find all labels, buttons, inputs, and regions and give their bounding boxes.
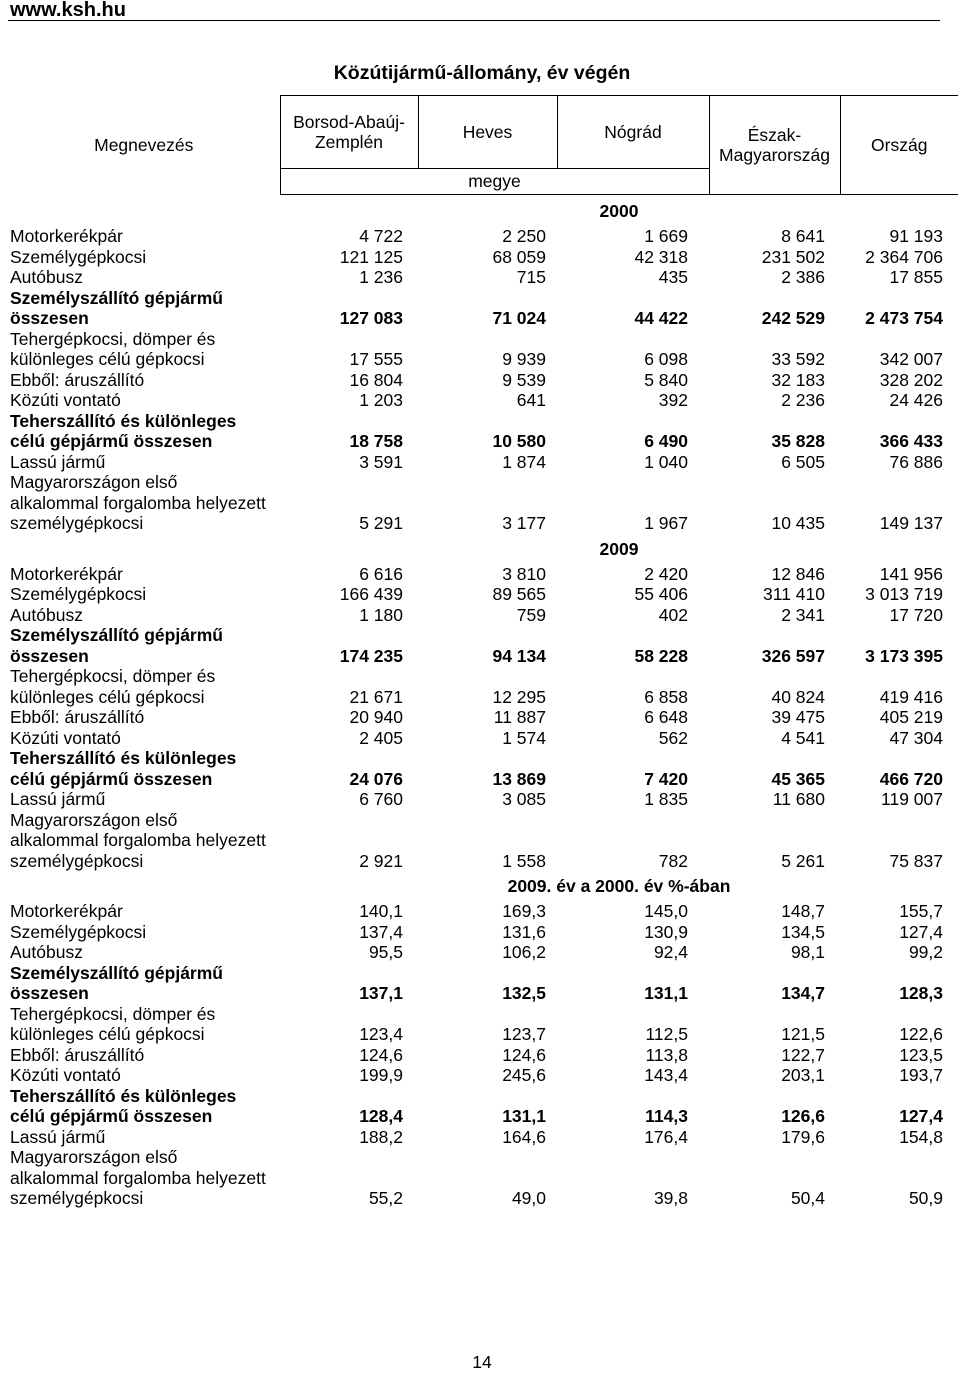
value-cell-borsod-abauj-zemplen: 127 083 <box>339 308 403 328</box>
value-cell-nograd: 39,8 <box>653 1188 688 1208</box>
row-label: Lassú jármű <box>10 1126 106 1147</box>
value-cell-nograd: 176,4 <box>644 1126 688 1147</box>
table-row <box>8 1127 958 1148</box>
value-cell-nograd: 562 <box>658 727 688 748</box>
value-cell-nograd: 402 <box>658 604 688 625</box>
value-cell-heves: 132,5 <box>502 983 546 1003</box>
value-cell-heves: 715 <box>516 267 546 287</box>
value-cell-nograd: 782 <box>658 850 688 871</box>
value-cell-eszak-magyarorszag: 98,1 <box>790 942 825 962</box>
header-county-heves: Heves <box>418 96 557 169</box>
value-cell-eszak-magyarorszag: 203,1 <box>781 1065 825 1085</box>
value-cell-borsod-abauj-zemplen: 1 180 <box>359 604 403 625</box>
value-cell-heves: 245,6 <box>502 1065 546 1085</box>
value-cell-heves: 71 024 <box>492 308 546 328</box>
value-cell-nograd: 435 <box>658 267 688 287</box>
value-cell-eszak-magyarorszag: 39 475 <box>771 707 825 727</box>
value-cell-nograd: 2 420 <box>644 563 688 584</box>
row-label: Tehergépkocsi, dömper és különleges célú gépkocsi <box>10 328 216 369</box>
row-label: Közúti vontató <box>10 390 121 410</box>
value-cell-borsod-abauj-zemplen: 6 760 <box>359 789 403 809</box>
header-county-nograd: Nógrád <box>557 96 709 169</box>
header-name-column: Megnevezés <box>94 134 194 155</box>
table-row <box>8 625 958 666</box>
site-url: www.ksh.hu <box>10 0 126 21</box>
value-cell-eszak-magyarorszag: 10 435 <box>771 513 825 533</box>
row-label: Tehergépkocsi, dömper és különleges célú gépkocsi <box>10 666 216 707</box>
row-label: Motorkerékpár <box>10 901 123 921</box>
value-cell-borsod-abauj-zemplen: 95,5 <box>368 942 403 962</box>
value-cell-nograd: 1 669 <box>644 226 688 246</box>
value-cell-borsod-abauj-zemplen: 18 758 <box>349 431 403 451</box>
value-cell-heves: 124,6 <box>502 1044 546 1065</box>
table-header <box>8 95 958 195</box>
value-cell-eszak-magyarorszag: 6 505 <box>781 451 825 472</box>
value-cell-eszak-magyarorszag: 33 592 <box>771 349 825 369</box>
value-cell-borsod-abauj-zemplen: 6 616 <box>359 563 403 584</box>
value-cell-nograd: 58 228 <box>634 645 688 666</box>
value-cell-eszak-magyarorszag: 2 386 <box>781 267 825 287</box>
value-cell-orszag: 17 720 <box>889 604 943 625</box>
value-cell-orszag: 149 137 <box>879 513 943 533</box>
value-cell-orszag: 2 364 706 <box>865 246 943 267</box>
value-cell-borsod-abauj-zemplen: 174 235 <box>339 645 403 666</box>
value-cell-eszak-magyarorszag: 242 529 <box>761 308 825 328</box>
table-body <box>8 196 958 1209</box>
row-label: Autóbusz <box>10 604 83 625</box>
value-cell-nograd: 1 967 <box>644 513 688 533</box>
table-row <box>8 452 958 473</box>
row-label: Ebből: áruszállító <box>10 707 145 727</box>
value-cell-heves: 89 565 <box>492 584 546 604</box>
value-cell-nograd: 1 040 <box>644 451 688 472</box>
value-cell-borsod-abauj-zemplen: 2 921 <box>359 850 403 871</box>
value-cell-borsod-abauj-zemplen: 166 439 <box>339 584 403 604</box>
header-country: Ország <box>840 96 958 195</box>
row-label: Magyarországon első alkalommal forgalomba helyezett személygépkocsi <box>10 809 266 871</box>
value-cell-eszak-magyarorszag: 11 680 <box>772 789 825 809</box>
table-row <box>8 1045 958 1066</box>
value-cell-heves: 106,2 <box>502 942 546 962</box>
value-cell-eszak-magyarorszag: 8 641 <box>781 226 825 246</box>
table-row <box>8 226 958 247</box>
value-cell-orszag: 466 720 <box>879 768 943 789</box>
row-label: Autóbusz <box>10 942 83 962</box>
table-row <box>8 390 958 411</box>
value-cell-borsod-abauj-zemplen: 24 076 <box>349 768 403 789</box>
value-cell-orszag: 127,4 <box>899 1106 943 1126</box>
value-cell-orszag: 91 193 <box>889 226 943 246</box>
value-cell-eszak-magyarorszag: 40 824 <box>771 686 825 707</box>
value-cell-heves: 94 134 <box>492 645 546 666</box>
table-row <box>8 411 958 452</box>
value-cell-eszak-magyarorszag: 134,7 <box>781 983 825 1003</box>
row-label: Személyszállító gépjármű összesen <box>10 625 223 666</box>
header-region: Észak- Magyarország <box>709 96 840 195</box>
value-cell-borsod-abauj-zemplen: 5 291 <box>359 513 403 533</box>
value-cell-heves: 1 874 <box>502 451 546 472</box>
value-cell-heves: 759 <box>516 604 546 625</box>
value-cell-eszak-magyarorszag: 50,4 <box>790 1188 825 1208</box>
table-row <box>8 748 958 789</box>
header-county-borsod: Borsod-Abaúj- Zemplén <box>280 96 418 169</box>
value-cell-orszag: 76 886 <box>889 451 943 472</box>
value-cell-heves: 123,7 <box>502 1024 546 1044</box>
section-heading: 2009 <box>599 538 639 559</box>
row-label: Személygépkocsi <box>10 246 147 267</box>
row-label: Ebből: áruszállító <box>10 369 145 390</box>
value-cell-nograd: 114,3 <box>645 1106 688 1126</box>
value-cell-nograd: 143,4 <box>644 1065 688 1085</box>
value-cell-borsod-abauj-zemplen: 17 555 <box>349 349 403 369</box>
value-cell-orszag: 342 007 <box>879 349 943 369</box>
value-cell-orszag: 75 837 <box>889 850 943 871</box>
value-cell-eszak-magyarorszag: 311 410 <box>763 584 825 604</box>
row-label: Magyarországon első alkalommal forgalomba helyezett személygépkocsi <box>10 472 266 533</box>
row-label: Teherszállító és különleges célú gépjármű összesen <box>10 748 237 789</box>
value-cell-orszag: 155,7 <box>899 901 943 921</box>
value-cell-nograd: 55 406 <box>634 584 688 604</box>
row-label: Tehergépkocsi, dömper és különleges célú gépkocsi <box>10 1003 216 1044</box>
value-cell-heves: 13 869 <box>492 768 546 789</box>
table-row <box>8 922 958 943</box>
value-cell-orszag: 47 304 <box>889 727 943 748</box>
value-cell-borsod-abauj-zemplen: 21 671 <box>349 686 403 707</box>
table-row <box>8 1065 958 1086</box>
value-cell-heves: 10 580 <box>492 431 546 451</box>
row-label: Közúti vontató <box>10 727 121 748</box>
value-cell-nograd: 6 648 <box>644 707 688 727</box>
value-cell-heves: 2 250 <box>502 226 546 246</box>
value-cell-heves: 1 558 <box>502 850 546 871</box>
value-cell-orszag: 17 855 <box>889 267 943 287</box>
value-cell-orszag: 141 956 <box>879 563 943 584</box>
table-row <box>8 707 958 728</box>
row-label: Személyszállító gépjármű összesen <box>10 962 223 1003</box>
table-row <box>8 247 958 268</box>
value-cell-borsod-abauj-zemplen: 199,9 <box>359 1065 403 1085</box>
value-cell-borsod-abauj-zemplen: 137,1 <box>359 983 403 1003</box>
value-cell-orszag: 2 473 754 <box>865 308 943 328</box>
page-number: 14 <box>472 1352 492 1372</box>
value-cell-eszak-magyarorszag: 231 502 <box>761 246 825 267</box>
value-cell-borsod-abauj-zemplen: 123,4 <box>359 1024 403 1044</box>
value-cell-heves: 131,1 <box>502 1106 546 1126</box>
value-cell-eszak-magyarorszag: 148,7 <box>781 901 825 921</box>
value-cell-heves: 49,0 <box>511 1188 546 1208</box>
value-cell-orszag: 405 219 <box>879 707 943 727</box>
value-cell-eszak-magyarorszag: 126,6 <box>781 1106 825 1126</box>
value-cell-eszak-magyarorszag: 35 828 <box>771 431 825 451</box>
value-cell-borsod-abauj-zemplen: 121 125 <box>339 246 403 267</box>
table-row <box>8 789 958 810</box>
table-row <box>8 288 958 329</box>
value-cell-nograd: 44 422 <box>634 308 688 328</box>
table-row <box>8 666 958 707</box>
row-label: Ebből: áruszállító <box>10 1044 145 1065</box>
value-cell-borsod-abauj-zemplen: 55,2 <box>368 1188 403 1208</box>
value-cell-heves: 3 810 <box>502 563 546 584</box>
table-row <box>8 267 958 288</box>
value-cell-borsod-abauj-zemplen: 16 804 <box>349 369 403 390</box>
value-cell-orszag: 154,8 <box>899 1126 943 1147</box>
value-cell-heves: 641 <box>516 390 546 410</box>
table-row <box>8 963 958 1004</box>
value-cell-orszag: 193,7 <box>899 1065 943 1085</box>
value-cell-orszag: 366 433 <box>879 431 943 451</box>
row-label: Teherszállító és különleges célú gépjármű összesen <box>10 1085 237 1126</box>
value-cell-nograd: 145,0 <box>644 901 688 921</box>
value-cell-orszag: 3 173 395 <box>865 645 943 666</box>
row-label: Motorkerékpár <box>10 563 123 584</box>
table-row <box>8 1086 958 1127</box>
value-cell-nograd: 112,5 <box>645 1024 688 1044</box>
value-cell-heves: 9 539 <box>502 369 546 390</box>
value-cell-nograd: 392 <box>658 390 688 410</box>
value-cell-orszag: 122,6 <box>899 1024 943 1044</box>
value-cell-borsod-abauj-zemplen: 188,2 <box>359 1126 403 1147</box>
value-cell-eszak-magyarorszag: 326 597 <box>761 645 825 666</box>
value-cell-heves: 68 059 <box>492 246 546 267</box>
table-row <box>8 472 958 534</box>
value-cell-nograd: 113,8 <box>645 1044 688 1065</box>
value-cell-heves: 12 295 <box>492 686 546 707</box>
row-label: Személygépkocsi <box>10 921 147 942</box>
value-cell-orszag: 119 007 <box>881 789 943 809</box>
row-label: Személyszállító gépjármű összesen <box>10 287 223 328</box>
value-cell-heves: 3 085 <box>502 789 546 809</box>
value-cell-orszag: 24 426 <box>889 390 943 410</box>
value-cell-nograd: 7 420 <box>644 768 688 789</box>
value-cell-borsod-abauj-zemplen: 140,1 <box>359 901 403 921</box>
row-label: Személygépkocsi <box>10 584 147 604</box>
value-cell-borsod-abauj-zemplen: 3 591 <box>359 451 403 472</box>
value-cell-eszak-magyarorszag: 2 236 <box>781 390 825 410</box>
value-cell-nograd: 131,1 <box>644 983 688 1003</box>
value-cell-eszak-magyarorszag: 134,5 <box>781 921 825 942</box>
value-cell-heves: 9 939 <box>502 349 546 369</box>
value-cell-eszak-magyarorszag: 2 341 <box>781 604 825 625</box>
value-cell-eszak-magyarorszag: 179,6 <box>781 1126 825 1147</box>
table-row <box>8 728 958 749</box>
top-divider <box>8 20 940 21</box>
table-row <box>8 584 958 605</box>
value-cell-eszak-magyarorszag: 4 541 <box>781 727 825 748</box>
value-cell-eszak-magyarorszag: 121,5 <box>781 1024 825 1044</box>
value-cell-borsod-abauj-zemplen: 1 203 <box>359 390 403 410</box>
table-row <box>8 942 958 963</box>
value-cell-heves: 11 887 <box>493 707 546 727</box>
value-cell-nograd: 5 840 <box>644 369 688 390</box>
row-label: Teherszállító és különleges célú gépjármű összesen <box>10 410 237 451</box>
value-cell-orszag: 419 416 <box>879 686 943 707</box>
row-label: Motorkerékpár <box>10 226 123 246</box>
value-cell-eszak-magyarorszag: 122,7 <box>781 1044 825 1065</box>
value-cell-borsod-abauj-zemplen: 1 236 <box>359 267 403 287</box>
value-cell-heves: 131,6 <box>502 921 546 942</box>
value-cell-orszag: 50,9 <box>908 1188 943 1208</box>
value-cell-eszak-magyarorszag: 12 846 <box>771 563 825 584</box>
row-label: Magyarországon első alkalommal forgalomba helyezett személygépkocsi <box>10 1147 266 1208</box>
section-heading: 2000 <box>599 201 639 221</box>
value-cell-orszag: 123,5 <box>899 1044 943 1065</box>
value-cell-borsod-abauj-zemplen: 128,4 <box>359 1106 403 1126</box>
value-cell-eszak-magyarorszag: 45 365 <box>771 768 825 789</box>
value-cell-borsod-abauj-zemplen: 20 940 <box>349 707 403 727</box>
value-cell-nograd: 6 490 <box>644 431 688 451</box>
value-cell-orszag: 3 013 719 <box>865 584 943 604</box>
table-row <box>8 564 958 585</box>
value-cell-heves: 169,3 <box>502 901 546 921</box>
table-row <box>8 1147 958 1209</box>
value-cell-nograd: 6 098 <box>644 349 688 369</box>
table-row <box>8 370 958 391</box>
value-cell-nograd: 42 318 <box>634 246 688 267</box>
value-cell-nograd: 6 858 <box>644 686 688 707</box>
value-cell-heves: 1 574 <box>502 727 546 748</box>
value-cell-heves: 164,6 <box>502 1126 546 1147</box>
value-cell-borsod-abauj-zemplen: 124,6 <box>359 1044 403 1065</box>
value-cell-nograd: 1 835 <box>644 789 688 809</box>
table-row <box>8 901 958 922</box>
value-cell-orszag: 99,2 <box>908 942 943 962</box>
section-heading: 2009. év a 2000. év %-ában <box>507 876 731 896</box>
value-cell-nograd: 130,9 <box>644 921 688 942</box>
value-cell-borsod-abauj-zemplen: 137,4 <box>359 921 403 942</box>
value-cell-orszag: 328 202 <box>879 369 943 390</box>
value-cell-orszag: 127,4 <box>899 921 943 942</box>
table-row <box>8 605 958 626</box>
value-cell-orszag: 128,3 <box>899 983 943 1003</box>
value-cell-borsod-abauj-zemplen: 2 405 <box>359 727 403 748</box>
value-cell-eszak-magyarorszag: 32 183 <box>771 369 825 390</box>
header-county-group: megye <box>280 169 709 195</box>
row-label: Autóbusz <box>10 267 83 287</box>
table-row <box>8 810 958 872</box>
row-label: Lassú jármű <box>10 451 106 472</box>
value-cell-nograd: 92,4 <box>653 942 688 962</box>
table-row <box>8 329 958 370</box>
page-title: Közútijármű-állomány, év végén <box>333 62 631 84</box>
table-row <box>8 1004 958 1045</box>
row-label: Lassú jármű <box>10 789 106 809</box>
value-cell-borsod-abauj-zemplen: 4 722 <box>359 226 403 246</box>
value-cell-eszak-magyarorszag: 5 261 <box>781 850 825 871</box>
row-label: Közúti vontató <box>10 1065 121 1085</box>
value-cell-heves: 3 177 <box>502 513 546 533</box>
